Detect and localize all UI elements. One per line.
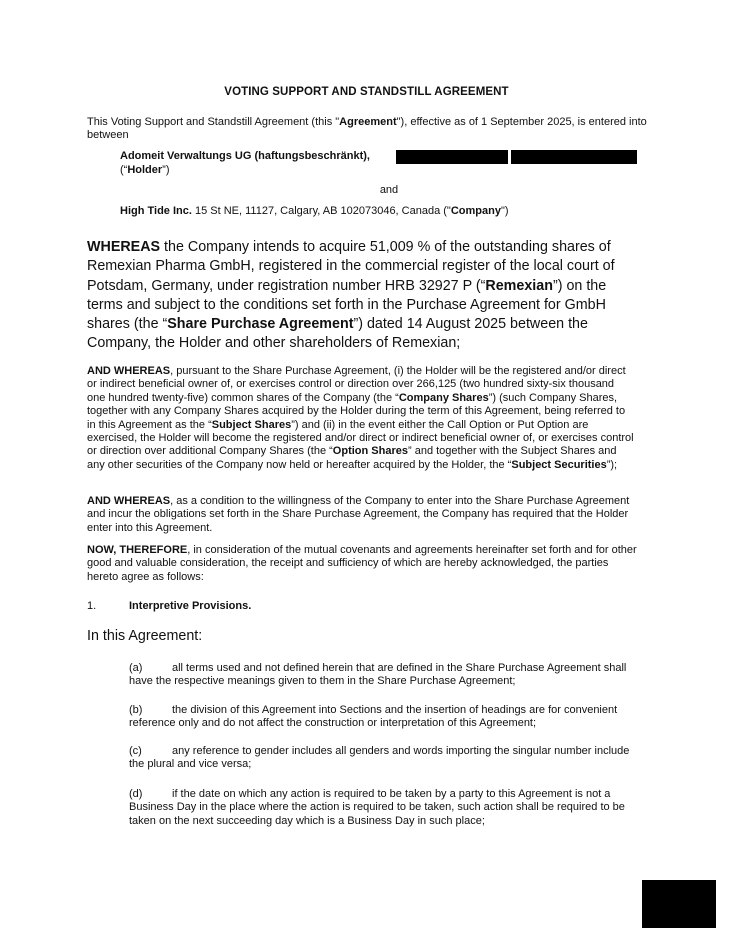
list-item-label: (d) [129, 788, 143, 800]
redaction-bar-1 [396, 150, 508, 164]
holder-name: Adomeit Verwaltungs UG (haftungsbeschränkt), [120, 150, 370, 162]
list-item-text: any reference to gender includes all genders and words importing the singular number include the plural and vice versa; [129, 745, 630, 771]
section-number: 1. [87, 600, 97, 612]
list-item-label: (a) [129, 662, 143, 674]
holder-label: (“Holder”) [120, 163, 170, 176]
list-item [129, 662, 647, 689]
list-item-label: (c) [129, 745, 142, 757]
whereas-paragraph: WHEREAS the Company intends to acquire 51,009 % of the outstanding shares of Remexian Pharma GmbH, registered in the commercial register of the local court of Potsdam, Germany, under registration number HRB 32927 P (“Remexian”) on the terms and subject to the conditions set forth in the Purchase Agreement for GmbH shares (the “Share Purchase Agreement”) dated 14 August 2025 between the Company, the Holder and other shareholders of Remexian; [87, 239, 615, 352]
and-whereas-paragraph-1: AND WHEREAS, pursuant to the Share Purchase Agreement, (i) the Holder will be the registered and/or direct or indirect beneficial owner of, or exercises control or direction over 266,125 (two hundred sixty-six thousand one hundred twenty-five) common shares of the Company (the “Company Shares”) (such Company Shares, together with any Company Shares acquired by the Holder during the term of this Agreement, being referred to in this Agreement as the “Subject Shares”) and (ii) in the event either the Call Option or Put Option are exercised, the Holder will become the registered and/or direct or indirect beneficial owner of, or exercises control or direction over additional Company Shares (the “Option Shares” and together with the Subject Shares and any other securities of the Company now held or hereafter acquired by the Holder, the “Subject Securities”); [87, 365, 634, 471]
in-this-agreement-heading: In this Agreement: [87, 628, 203, 644]
intro-paragraph: This Voting Support and Standstill Agreement (this "Agreement"), effective as of 1 September 2025, is entered into between [87, 116, 647, 142]
document-title: VOTING SUPPORT AND STANDSTILL AGREEMENT [224, 86, 509, 98]
now-therefore-paragraph: NOW, THEREFORE, in consideration of the mutual covenants and agreements hereinafter set forth and for other good and valuable consideration, the receipt and sufficiency of which are hereby acknowledged, the parties hereto agree as follows: [87, 544, 637, 583]
list-item-text: all terms used and not defined herein that are defined in the Share Purchase Agreement shall have the respective meanings given to them in the Share Purchase Agreement; [129, 662, 627, 688]
list-item-text: the division of this Agreement into Sections and the insertion of headings are for convenient reference only and do not affect the construction or interpretation of this Agreement; [129, 704, 618, 730]
company-party: High Tide Inc. 15 St NE, 11127, Calgary, AB 102073046, Canada ("Company") [120, 205, 509, 217]
list-item-text: if the date on which any action is required to be taken by a party to this Agreement is not a Business Day in the place where the action is required to be taken, such action shall be required to be taken on the next succeeding day which is a Business Day in such place; [129, 788, 625, 827]
list-item [129, 788, 647, 828]
section-title: Interpretive Provisions. [129, 600, 252, 612]
list-item-label: (b) [129, 704, 143, 716]
redaction-bar-2 [511, 150, 637, 164]
list-item [129, 704, 647, 731]
list-item [129, 745, 647, 772]
and-whereas-paragraph-2: AND WHEREAS, as a condition to the willingness of the Company to enter into the Share Purchase Agreement and incur the obligations set forth in the Share Purchase Agreement, the Company has required that the Holder enter into this Agreement. [87, 495, 630, 534]
redaction-block [642, 880, 716, 928]
and-connector: and [379, 184, 399, 196]
